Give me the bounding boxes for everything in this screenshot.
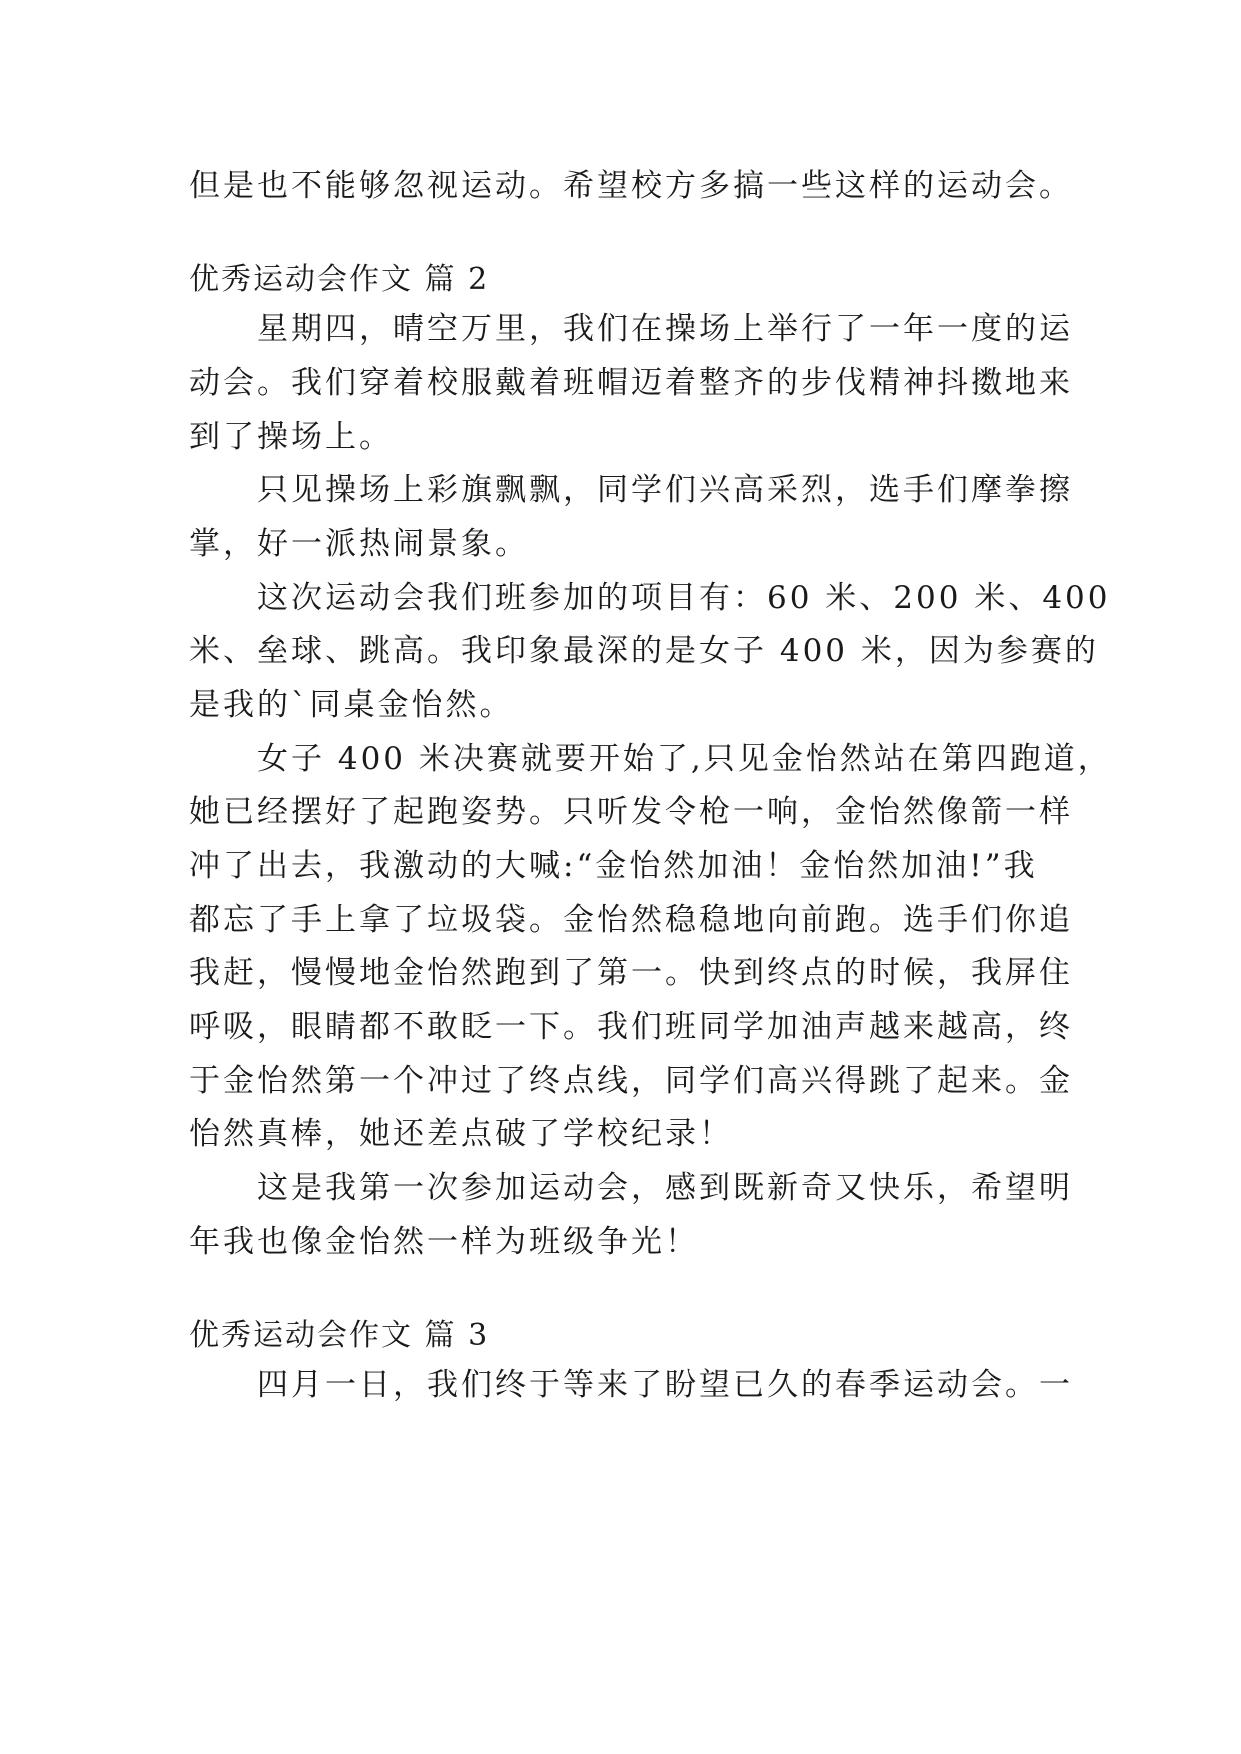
section-2-line: 只见操场上彩旗飘飘，同学们兴高采烈，选手们摩拳擦 [189,472,1073,508]
section-3-heading: 优秀运动会作文 篇 3 [189,1318,490,1353]
section-2-line: 她已经摆好了起跑姿势。只听发令枪一响，金怡然像箭一样 [189,794,1073,830]
section-2-line: 女子 400 米决赛就要开始了,只见金怡然站在第四跑道， [189,741,1112,777]
section-2-line: 呼吸，眼睛都不敢眨一下。我们班同学加油声越来越高，终 [189,1009,1073,1045]
section-3-line: 四月一日，我们终于等来了盼望已久的春季运动会。一 [189,1367,1073,1403]
section-2-line: 掌，好一派热闹景象。 [189,526,529,562]
section-2-line: 冲了出去，我激动的大喊:“金怡然加油！金怡然加油!”我 [189,848,1038,884]
section-2-line: 于金怡然第一个冲过了终点线，同学们高兴得跳了起来。金 [189,1063,1073,1099]
section-2-line: 到了操场上。 [189,419,393,455]
section-2-line: 这是我第一次参加运动会，感到既新奇又快乐，希望明 [189,1170,1073,1206]
section-2-line: 是我的`同桌金怡然。 [189,687,514,723]
section-2-line: 年我也像金怡然一样为班级争光！ [189,1224,699,1260]
section-2-line: 星期四，晴空万里，我们在操场上举行了一年一度的运 [189,311,1073,347]
section-2-line: 都忘了手上拿了垃圾袋。金怡然稳稳地向前跑。选手们你追 [189,902,1073,938]
section-2-heading: 优秀运动会作文 篇 2 [189,262,490,297]
section-2-line: 动会。我们穿着校服戴着班帽迈着整齐的步伐精神抖擞地来 [189,365,1073,401]
section-2-line: 米、垒球、跳高。我印象最深的是女子 400 米，因为参赛的 [189,633,1099,669]
section-2-line: 我赶，慢慢地金怡然跑到了第一。快到终点的时候，我屏住 [189,955,1073,991]
intro-line: 但是也不能够忽视运动。希望校方多搞一些这样的运动会。 [189,168,1073,204]
section-2-line: 怡然真棒，她还差点破了学校纪录！ [189,1116,733,1152]
section-2-line: 这次运动会我们班参加的项目有：60 米、200 米、400 [189,580,1111,616]
